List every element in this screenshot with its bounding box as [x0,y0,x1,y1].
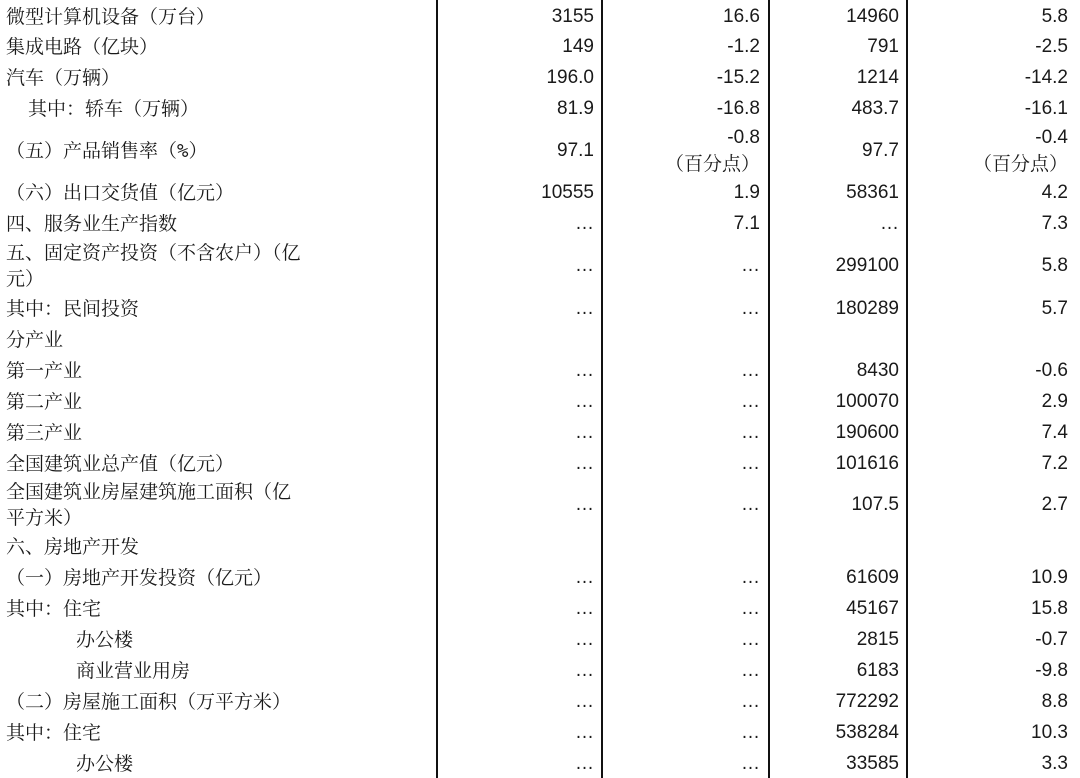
cell-value: … [880,213,899,234]
cell-value: -16.8 [716,98,760,119]
row-label: 其中：轿车（万辆） [28,98,200,120]
cell-value: -0.8 [727,127,760,148]
cell-value: … [575,629,594,650]
cell-value: 180289 [835,298,899,319]
cell-value: … [741,360,760,381]
row-label: （二）房屋施工面积（万平方米） [6,691,292,713]
cell-value: -0.7 [1035,629,1068,650]
table-row [0,240,1080,292]
row-label: 全国建筑业总产值（亿元） [6,453,235,475]
cell-value: 14960 [846,6,899,27]
cell-value: 299100 [835,255,899,276]
table-row [0,534,1080,560]
table-row [0,180,1080,206]
row-label: 办公楼 [76,629,134,651]
cell-value: 101616 [835,453,899,474]
cell-value: 5.8 [1041,255,1068,276]
cell-value: 538284 [835,722,899,743]
cell-value: 97.7 [862,140,899,161]
row-label: （一）房地产开发投资（亿元） [6,567,273,589]
cell-value: 1214 [856,67,899,88]
cell-value: … [575,753,594,774]
table-row [0,358,1080,384]
cell-value: 58361 [846,182,899,203]
row-label: （六）出口交货值（亿元） [6,182,235,204]
cell-value: 1.9 [733,182,760,203]
row-label: 汽车（万辆） [6,67,121,89]
cell-value: -0.4 [1035,127,1068,148]
cell-value: … [741,691,760,712]
cell-value: … [741,598,760,619]
cell-value: 2815 [856,629,899,650]
cell-value: 7.2 [1041,453,1068,474]
table-row [0,479,1080,531]
cell-value: 7.1 [733,213,760,234]
table-row [0,34,1080,60]
cell-value: … [575,722,594,743]
row-label: 分产业 [6,329,64,351]
cell-value: 33585 [846,753,899,774]
cell-value: 7.4 [1041,422,1068,443]
cell-value: … [575,567,594,588]
cell-value: -16.1 [1024,98,1068,119]
cell-value: … [741,494,760,515]
cell-value: … [575,255,594,276]
cell-value: 16.6 [723,6,760,27]
cell-value: … [741,453,760,474]
cell-value: -15.2 [716,67,760,88]
row-label: 其中：住宅 [6,722,102,744]
cell-value: 5.8 [1041,6,1068,27]
table-row [0,658,1080,684]
table-row [0,296,1080,322]
cell-value: 5.7 [1041,298,1068,319]
row-label: 六、房地产开发 [6,536,140,558]
cell-value: … [741,567,760,588]
cell-value: 483.7 [851,98,899,119]
cell-value: 2.7 [1041,494,1068,515]
table-row [0,751,1080,777]
table-row [0,627,1080,653]
cell-value: 100070 [835,391,899,412]
cell-value: 10555 [541,182,594,203]
table-row [0,389,1080,415]
table-row [0,4,1080,30]
cell-value: … [575,453,594,474]
cell-value: -0.6 [1035,360,1068,381]
row-label: （五）产品销售率（%） [6,140,208,162]
cell-value: … [575,422,594,443]
cell-value: … [575,213,594,234]
cell-value: 3155 [551,6,594,27]
cell-value: 772292 [835,691,899,712]
cell-value: … [575,494,594,515]
row-label: 微型计算机设备（万台） [6,6,216,28]
table-row [0,565,1080,591]
table-row [0,420,1080,446]
cell-value: … [575,360,594,381]
cell-value: … [575,391,594,412]
cell-value: 81.9 [557,98,594,119]
row-label: 集成电路（亿块） [6,36,159,58]
cell-value: 8.8 [1041,691,1068,712]
cell-value: 10.9 [1031,567,1068,588]
cell-value: 45167 [846,598,899,619]
cell-value: 6183 [856,660,899,681]
cell-value: 10.3 [1031,722,1068,743]
cell-value: 3.3 [1041,753,1068,774]
row-label: 商业营业用房 [76,660,191,682]
table-row [0,211,1080,237]
cell-value: 8430 [856,360,899,381]
value-cell-with-note [973,125,1068,177]
table-row [0,327,1080,353]
table-row [0,451,1080,477]
cell-value: … [575,691,594,712]
cell-value: 196.0 [546,67,594,88]
table-row [0,65,1080,91]
cell-value: … [741,422,760,443]
cell-value: … [741,753,760,774]
value-cell-with-note [665,125,760,177]
row-label: 全国建筑业房屋建筑施工面积（亿平方米） [6,481,292,529]
cell-value: 15.8 [1031,598,1068,619]
cell-value: 791 [867,36,899,57]
cell-value: 97.1 [557,140,594,161]
row-label: 办公楼 [76,753,134,775]
table-row [0,596,1080,622]
cell-value: … [741,298,760,319]
cell-value: … [741,255,760,276]
cell-value: 4.2 [1041,182,1068,203]
cell-value: … [575,298,594,319]
row-label: 第一产业 [6,360,83,382]
cell-value: 107.5 [851,494,899,515]
cell-value: … [741,722,760,743]
row-label: 四、服务业生产指数 [6,213,178,235]
cell-value: 2.9 [1041,391,1068,412]
cell-value: … [575,598,594,619]
row-label: 五、固定资产投资（不含农户）（亿元） [6,242,301,290]
cell-value: 7.3 [1041,213,1068,234]
cell-value: -14.2 [1024,67,1068,88]
row-label: 其中：住宅 [6,598,102,620]
row-label: 第二产业 [6,391,83,413]
cell-value: 149 [562,36,594,57]
cell-value: … [575,660,594,681]
table-row [0,689,1080,715]
cell-unit-note: （百分点） [664,153,760,175]
table-row [0,125,1080,177]
cell-unit-note: （百分点） [972,153,1068,175]
table-row [0,96,1080,122]
cell-value: … [741,391,760,412]
row-label: 第三产业 [6,422,83,444]
cell-value: 61609 [846,567,899,588]
table-row [0,720,1080,746]
cell-value: … [741,629,760,650]
cell-value: 190600 [835,422,899,443]
cell-value: -9.8 [1035,660,1068,681]
cell-value: -2.5 [1035,36,1068,57]
cell-value: -1.2 [727,36,760,57]
row-label: 其中：民间投资 [6,298,140,320]
cell-value: … [741,660,760,681]
